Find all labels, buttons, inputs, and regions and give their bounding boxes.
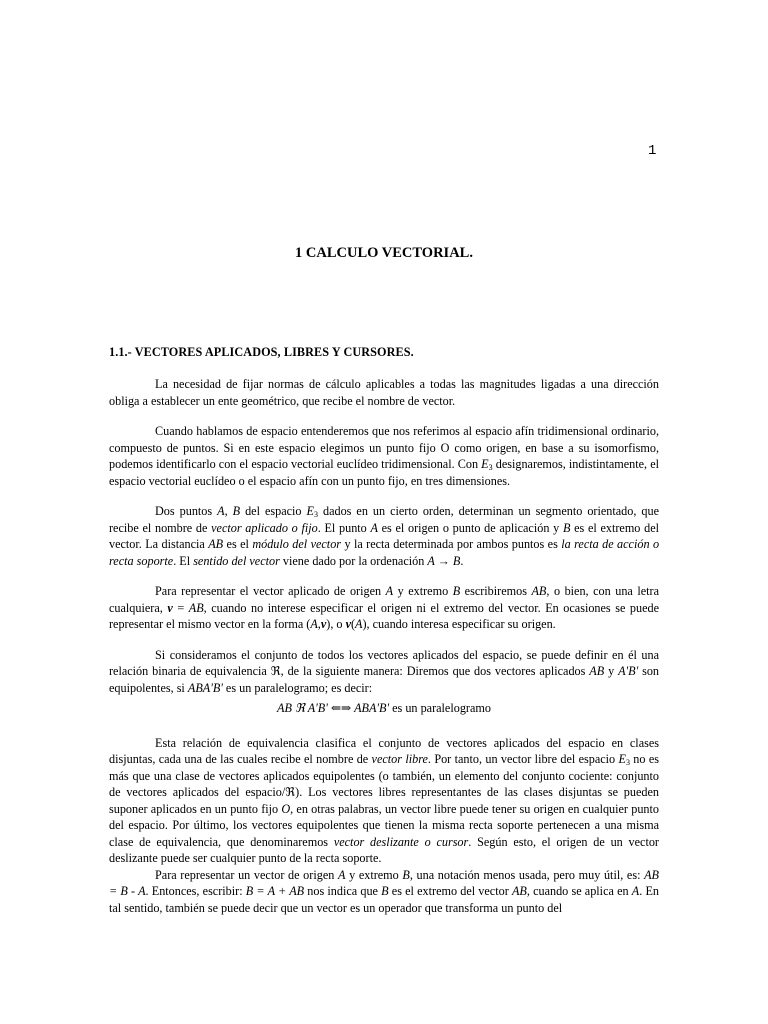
paragraph-1: La necesidad de fijar normas de cálculo aplicables a todas las magnitudes ligadas a una dirección obliga a establecer un ente geométrico, que recibe el nombre de vector. (109, 377, 659, 408)
chapter-title: 1 CALCULO VECTORIAL. (295, 245, 473, 261)
paragraph-4: Para representar el vector aplicado de origen A y extremo B escribiremos AB, o bien, con una letra cualquiera, v = AB, cuando no interese especificar el origen ni el extremo del vector. En ocasiones se puede representar el mismo vector en la forma (A,v), o v(A), cuando interesa especificar su origen. (109, 584, 660, 631)
paragraph-2: Cuando hablamos de espacio entenderemos que nos referimos al espacio afín tridimensional ordinario, compuesto de puntos. Si en este espacio elegimos un punto fijo O como origen, en base a su isomorfismo, podemos identificarlo con el espacio vectorial euclídeo tridimensional. Con $E_3$ designaremos, indistintamente, el espacio vectorial euclídeo o el espacio afín con un punto fijo, en tres dimensiones. (109, 424, 659, 488)
paragraph-5: Si consideramos el conjunto de todos los vectores aplicados del espacio, se puede definir en él una relación binaria de equivalencia ℜ, de la siguiente manera: Diremos que dos vectores aplicados AB y A'B' son equipolentes, si ABA'B' es un paralelogramo; es decir: (109, 647, 660, 695)
document-body (109, 376, 659, 916)
paragraph-6: Esta relación de equivalencia clasifica el conjunto de vectores aplicados del espacio en clases disjuntas, cada una de las cuales recibe el nombre de vector libre. Por tanto, un vector libre del espacio $E_3$ no es más que una clase de vectores aplicados equipolentes (o también, un elemento del conjunto cociente: conjunto de vectores aplicados del espacio/ℜ). Los vectores libres representantes de las clases disjuntas se pueden suponer aplicados en un punto fijo O, en otras palabras, un vector libre puede tener su origen en cualquier punto del espacio. Por último, los vectores equipolentes que tienen la misma recta soporte pertenecen a una misma clase de equivalencia, que denominaremos vector deslizante o cursor. Según esto, el origen de un vector deslizante puede ser cualquier punto de la recta soporte. (109, 735, 659, 865)
paragraph-7: Para representar un vector de origen A y extremo B, una notación menos usada, pero muy útil, es: AB = B - A. Entonces, escribir: B = A + AB nos indica que B es el extremo del vector AB, cuando se aplica en A. En tal sentido, también se puede decir que un vector es un operador que transforma un punto del (109, 867, 659, 915)
section-title: 1.1.- VECTORES APLICADOS, LIBRES Y CURSORES. (109, 345, 414, 359)
page-number: 1 (648, 143, 657, 159)
paragraph-3: Dos puntos A, B del espacio $E_3$ dados en un cierto orden, determinan un segmento orientado, que recibe el nombre de vector aplicado o fijo. El punto A es el origen o punto de aplicación y B es el extremo del vector. La distancia AB es el módulo del vector y la recta determinada por ambos puntos es la recta de acción o recta soporte. El sentido del vector viene dado por la ordenación A → B. (109, 504, 660, 568)
equipollence-formula: AB ℜ A'B' ⇐⇒ ABA'B' es un paralelogramo (277, 701, 491, 715)
